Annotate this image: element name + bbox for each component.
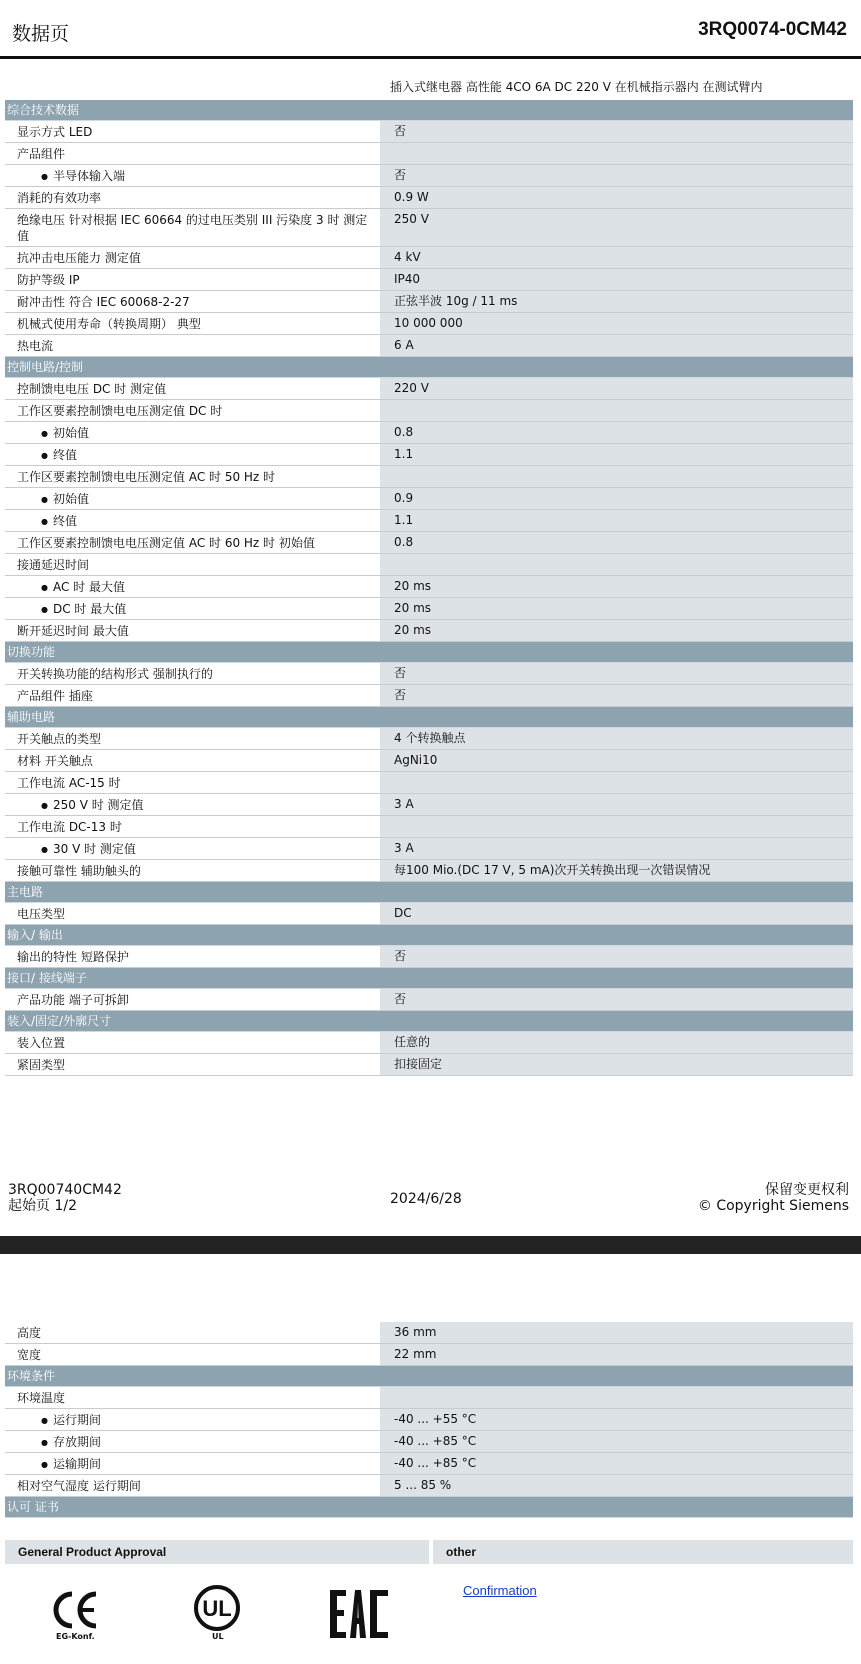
- spec-value: 0.9 W: [380, 187, 853, 208]
- section-header: 辅助电路: [5, 707, 853, 728]
- spec-value: 0.8: [380, 422, 853, 443]
- spec-row: [5, 946, 853, 968]
- spec-value: [380, 816, 853, 837]
- spec-row: [5, 816, 853, 838]
- spec-value: -40 ... +55 °C: [380, 1409, 853, 1430]
- spec-value: 6 A: [380, 335, 853, 356]
- spec-value: 1.1: [380, 510, 853, 531]
- spec-value: 5 ... 85 %: [380, 1475, 853, 1496]
- spec-value: [380, 772, 853, 793]
- section-header: 控制电路/控制: [5, 357, 853, 378]
- spec-label: 材料 开关触点: [5, 750, 380, 771]
- spec-label: 接触可靠性 辅助触头的: [5, 860, 380, 881]
- spec-label: ● 运行期间: [5, 1409, 380, 1430]
- spec-value: [380, 554, 853, 575]
- ul-caption: UL: [212, 1632, 224, 1641]
- spec-label: 电压类型: [5, 903, 380, 924]
- spec-row: [5, 1431, 853, 1453]
- spec-label: 绝缘电压 针对根据 IEC 60664 的过电压类别 III 污染度 3 时 测定值: [5, 209, 380, 246]
- spec-row: [5, 291, 853, 313]
- eac-mark-icon: [328, 1588, 390, 1640]
- spec-label: 装入位置: [5, 1032, 380, 1053]
- spec-row: [5, 1344, 853, 1366]
- spec-value: 1.1: [380, 444, 853, 465]
- spec-label: ● 终值: [5, 510, 380, 531]
- header-left-title: 数据页: [12, 23, 70, 45]
- ce-mark-icon: [50, 1588, 108, 1640]
- spec-row: [5, 554, 853, 576]
- spec-label: 产品功能 端子可拆卸: [5, 989, 380, 1010]
- spec-label: ● 初始值: [5, 488, 380, 509]
- spec-row: [5, 378, 853, 400]
- spec-label: 开关转换功能的结构形式 强制执行的: [5, 663, 380, 684]
- spec-value: 22 mm: [380, 1344, 853, 1365]
- spec-value: 否: [380, 685, 853, 706]
- section-header: 主电路: [5, 882, 853, 903]
- spec-label: 环境温度: [5, 1387, 380, 1408]
- spec-row: [5, 576, 853, 598]
- spec-label: 接通延迟时间: [5, 554, 380, 575]
- page-header: [0, 0, 861, 59]
- spec-row: [5, 1453, 853, 1475]
- product-description: 插入式继电器 高性能 4CO 6A DC 220 V 在机械指示器内 在测试臂内: [390, 80, 763, 94]
- spec-label: 相对空气湿度 运行期间: [5, 1475, 380, 1496]
- spec-row: [5, 335, 853, 357]
- spec-value: 4 个转换触点: [380, 728, 853, 749]
- section-header: 接口/ 接线端子: [5, 968, 853, 989]
- spec-value: -40 ... +85 °C: [380, 1453, 853, 1474]
- spec-label: 耐冲击性 符合 IEC 60068-2-27: [5, 291, 380, 312]
- page-footer: [0, 1178, 861, 1238]
- spec-row: [5, 663, 853, 685]
- spec-value: 0.9: [380, 488, 853, 509]
- spec-row: [5, 838, 853, 860]
- section-header: 切换功能: [5, 642, 853, 663]
- section-header: 输入/ 输出: [5, 925, 853, 946]
- spec-label: ● DC 时 最大值: [5, 598, 380, 619]
- approval-col-general: General Product Approval: [5, 1540, 429, 1564]
- spec-row: [5, 794, 853, 816]
- section-header: 认可 证书: [5, 1497, 853, 1518]
- spec-label: ● 250 V 时 测定值: [5, 794, 380, 815]
- spec-label: ● 30 V 时 测定值: [5, 838, 380, 859]
- spec-label: 工作电流 AC-15 时: [5, 772, 380, 793]
- spec-label: 抗冲击电压能力 测定值: [5, 247, 380, 268]
- spec-label: 工作区要素控制馈电电压测定值 AC 时 50 Hz 时: [5, 466, 380, 487]
- footer-rights: 保留变更权利: [765, 1182, 849, 1198]
- spec-value: 每100 Mio.(DC 17 V, 5 mA)次开关转换出现一次错误情况: [380, 860, 853, 881]
- spec-value: 10 000 000: [380, 313, 853, 334]
- svg-text:UL: UL: [202, 1596, 232, 1621]
- spec-value: 250 V: [380, 209, 853, 246]
- header-product-code: 3RQ0074-0CM42: [698, 19, 847, 40]
- spec-value: DC: [380, 903, 853, 924]
- section-header: 环境条件: [5, 1366, 853, 1387]
- spec-value: 否: [380, 663, 853, 684]
- spec-label: 宽度: [5, 1344, 380, 1365]
- spec-row: [5, 466, 853, 488]
- spec-value: 否: [380, 946, 853, 967]
- spec-label: 工作电流 DC-13 时: [5, 816, 380, 837]
- spec-value: 3 A: [380, 794, 853, 815]
- spec-row: [5, 510, 853, 532]
- spec-row: [5, 488, 853, 510]
- spec-row: [5, 728, 853, 750]
- spec-label: ● 存放期间: [5, 1431, 380, 1452]
- footer-order-number: 3RQ00740CM42: [8, 1182, 122, 1198]
- spec-label: 工作区要素控制馈电电压测定值 AC 时 60 Hz 时 初始值: [5, 532, 380, 553]
- spec-label: 产品组件 插座: [5, 685, 380, 706]
- spec-label: 开关触点的类型: [5, 728, 380, 749]
- spec-value: 否: [380, 121, 853, 142]
- spec-row: [5, 532, 853, 554]
- spec-value: 36 mm: [380, 1322, 853, 1343]
- spec-row: [5, 620, 853, 642]
- spec-value: [380, 1387, 853, 1408]
- spec-label: 防护等级 IP: [5, 269, 380, 290]
- spec-value: 220 V: [380, 378, 853, 399]
- spec-label: 断开延迟时间 最大值: [5, 620, 380, 641]
- spec-row: [5, 1322, 853, 1344]
- spec-table-page-2: [5, 1322, 853, 1518]
- spec-label: 高度: [5, 1322, 380, 1343]
- spec-value: 4 kV: [380, 247, 853, 268]
- section-header: 综合技术数据: [5, 100, 853, 121]
- spec-label: ● 初始值: [5, 422, 380, 443]
- spec-label: 产品组件: [5, 143, 380, 164]
- spec-value: 任意的: [380, 1032, 853, 1053]
- spec-table-page-1: [5, 100, 853, 1076]
- spec-value: 20 ms: [380, 620, 853, 641]
- footer-page-number: 起始页 1/2: [8, 1198, 77, 1214]
- spec-value: 正弦半波 10g / 11 ms: [380, 291, 853, 312]
- spec-value: 0.8: [380, 532, 853, 553]
- spec-label: 工作区要素控制馈电电压测定值 DC 时: [5, 400, 380, 421]
- spec-row: [5, 187, 853, 209]
- spec-row: [5, 269, 853, 291]
- spec-value: [380, 400, 853, 421]
- approval-col-other: other: [433, 1540, 853, 1564]
- spec-row: [5, 989, 853, 1011]
- spec-label: 机械式使用寿命（转换周期） 典型: [5, 313, 380, 334]
- spec-row: [5, 121, 853, 143]
- spec-row: [5, 685, 853, 707]
- spec-row: [5, 1032, 853, 1054]
- spec-value: 20 ms: [380, 598, 853, 619]
- spec-label: ● AC 时 最大值: [5, 576, 380, 597]
- spec-label: ● 运输期间: [5, 1453, 380, 1474]
- spec-label: 显示方式 LED: [5, 121, 380, 142]
- spec-row: [5, 903, 853, 925]
- confirmation-link[interactable]: Confirmation: [463, 1583, 537, 1598]
- ce-caption: EG-Konf.: [56, 1632, 95, 1641]
- spec-row: [5, 247, 853, 269]
- spec-row: [5, 400, 853, 422]
- spec-row: [5, 165, 853, 187]
- spec-value: [380, 143, 853, 164]
- spec-value: AgNi10: [380, 750, 853, 771]
- spec-value: 否: [380, 989, 853, 1010]
- spec-label: 消耗的有效功率: [5, 187, 380, 208]
- section-header: 装入/固定/外廓尺寸: [5, 1011, 853, 1032]
- spec-label: 控制馈电电压 DC 时 测定值: [5, 378, 380, 399]
- spec-row: [5, 209, 853, 247]
- spec-label: 紧固类型: [5, 1054, 380, 1075]
- footer-copyright: © Copyright Siemens: [697, 1198, 849, 1214]
- spec-row: [5, 860, 853, 882]
- page-separator: [0, 1236, 861, 1254]
- spec-row: [5, 313, 853, 335]
- spec-row: [5, 444, 853, 466]
- spec-row: [5, 1387, 853, 1409]
- spec-value: 3 A: [380, 838, 853, 859]
- approval-table-header: [5, 1540, 853, 1564]
- spec-row: [5, 1475, 853, 1497]
- spec-label: 热电流: [5, 335, 380, 356]
- spec-value: -40 ... +85 °C: [380, 1431, 853, 1452]
- spec-row: [5, 772, 853, 794]
- spec-value: 20 ms: [380, 576, 853, 597]
- spec-label: 输出的特性 短路保护: [5, 946, 380, 967]
- spec-row: [5, 143, 853, 165]
- spec-row: [5, 1054, 853, 1076]
- spec-label: ● 终值: [5, 444, 380, 465]
- ul-mark-icon: [192, 1585, 242, 1641]
- footer-date: 2024/6/28: [390, 1191, 462, 1207]
- spec-row: [5, 1409, 853, 1431]
- spec-value: IP40: [380, 269, 853, 290]
- spec-value: [380, 466, 853, 487]
- spec-row: [5, 750, 853, 772]
- spec-row: [5, 422, 853, 444]
- spec-row: [5, 598, 853, 620]
- spec-label: ● 半导体输入端: [5, 165, 380, 186]
- spec-value: 扣接固定: [380, 1054, 853, 1075]
- spec-value: 否: [380, 165, 853, 186]
